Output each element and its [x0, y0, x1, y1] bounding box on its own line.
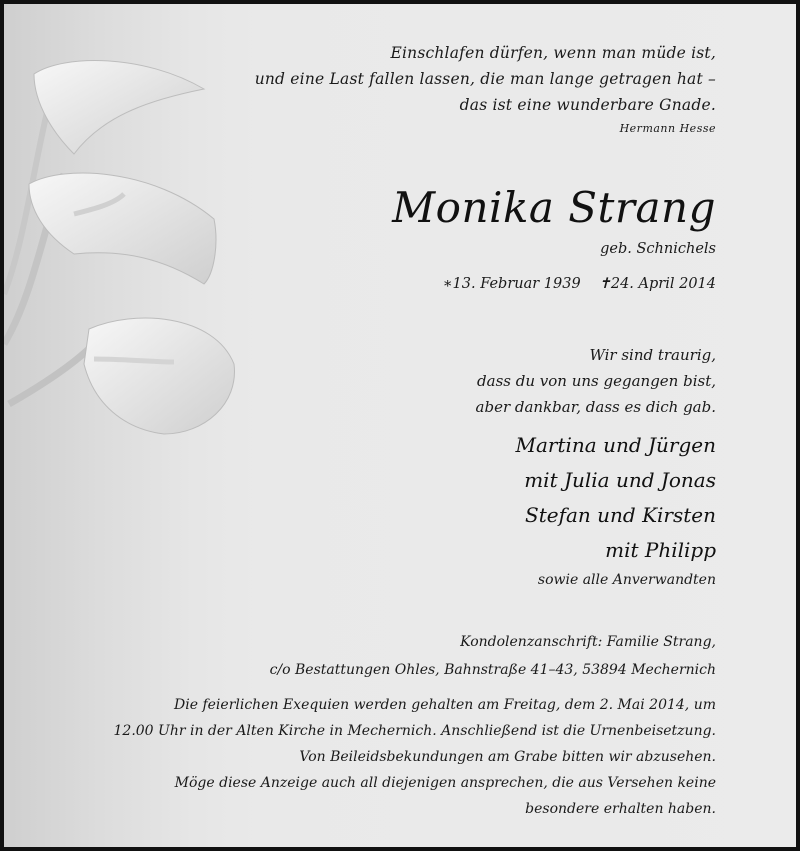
family-line: Stefan und Kirsten [525, 503, 716, 527]
condolence-address [270, 628, 716, 684]
service-info [114, 692, 717, 822]
quote-author: Hermann Hesse [619, 122, 716, 135]
quote-line: und eine Last fallen lassen, die man lange getragen hat – [254, 70, 716, 88]
quote-line: Einschlafen dürfen, wenn man müde ist, [390, 44, 716, 62]
family-line: Martina und Jürgen [515, 433, 716, 457]
relatives-line: sowie alle Anverwandten [537, 572, 716, 588]
death-date: ✝24. April 2014 [598, 276, 716, 292]
verse-line: Wir sind traurig, [589, 346, 716, 364]
deceased-name: Monika Strang [392, 183, 716, 232]
family-line: mit Philipp [605, 538, 716, 562]
verse-line: dass du von uns gegangen bist, [477, 372, 716, 390]
hesse-quote [255, 40, 716, 140]
birth-name: geb. Schnichels [600, 241, 716, 257]
address-line: c/o Bestattungen Ohles, Bahnstraße 41–43, 53894 Mechernich [269, 662, 716, 678]
service-line: Von Beileidsbekundungen am Grabe bitten wir abzusehen. [299, 749, 716, 765]
service-line: besondere erhalten haben. [525, 801, 716, 817]
verse-line: aber dankbar, dass es dich gab. [475, 398, 716, 416]
birth-date: ∗13. Februar 1939 [442, 276, 581, 292]
service-line: Möge diese Anzeige auch all diejenigen ansprechen, die aus Versehen keine [174, 775, 716, 791]
quote-line: das ist eine wunderbare Gnade. [459, 96, 716, 114]
address-line: Kondolenzanschrift: Familie Strang, [460, 634, 716, 650]
calla-lily-illustration [4, 44, 264, 444]
service-line: 12.00 Uhr in der Alten Kirche in Mechernich. Anschließend ist die Urnenbeisetzung. [113, 723, 716, 739]
life-dates [425, 272, 716, 296]
family-signatories [516, 428, 716, 568]
family-line: mit Julia und Jonas [524, 468, 716, 492]
service-line: Die feierlichen Exequien werden gehalten am Freitag, dem 2. Mai 2014, um [174, 697, 716, 713]
mourning-verse [476, 342, 716, 420]
